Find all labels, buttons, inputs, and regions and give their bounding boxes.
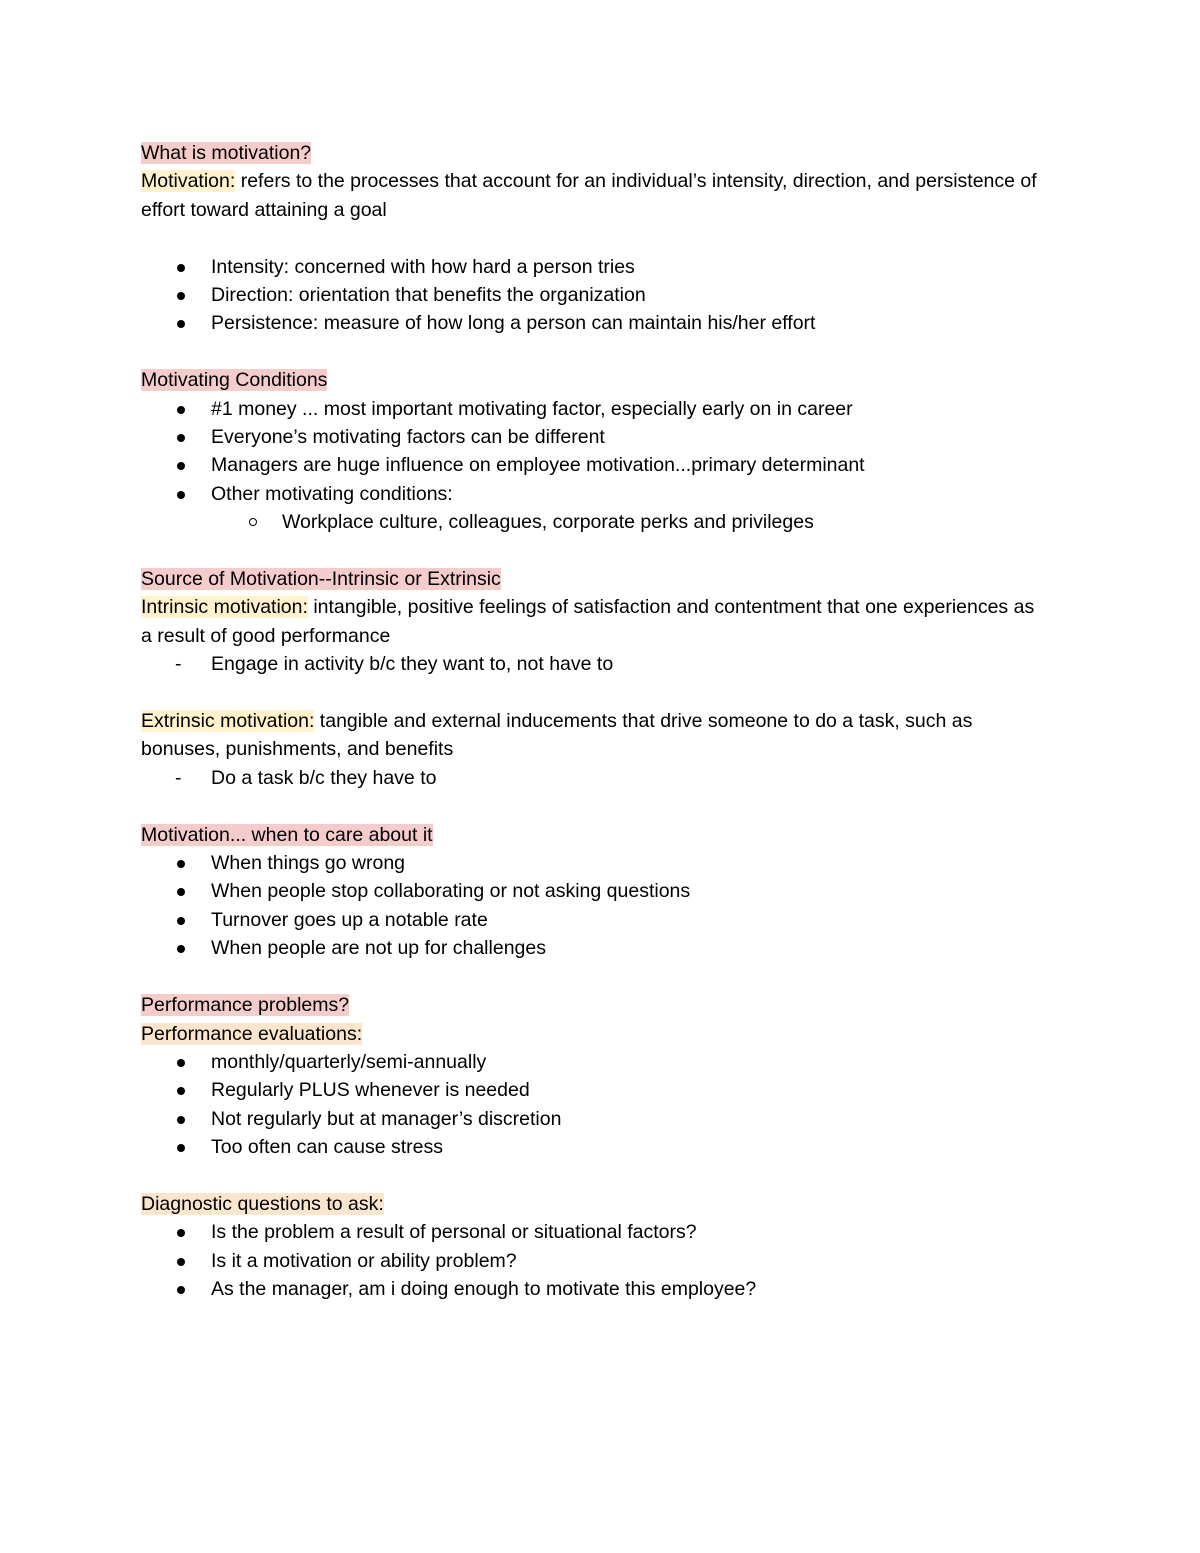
bullet-icon — [177, 434, 185, 442]
bullet-icon — [177, 1286, 185, 1294]
bullet-icon — [177, 491, 185, 499]
sub-list-item: Workplace culture, colleagues, corporate perks and privileges — [141, 508, 1041, 536]
definition-text: intangible, positive feelings of satisfaction and contentment that one experiences as a result of good performance — [141, 596, 1035, 647]
section-heading: Motivation... when to care about it — [141, 823, 433, 846]
list-item: Too often can cause stress — [141, 1133, 1041, 1161]
bullet-icon — [177, 1087, 185, 1095]
list-item: Regularly PLUS whenever is needed — [141, 1076, 1041, 1104]
list-item: #1 money ... most important motivating factor, especially early on in career — [141, 395, 1041, 423]
definition-paragraph — [141, 167, 1041, 224]
bullet-icon — [177, 860, 185, 868]
list-item: Is it a motivation or ability problem? — [141, 1247, 1041, 1275]
bullet-icon — [177, 320, 185, 328]
definition-paragraph — [141, 593, 1041, 650]
definition-text: refers to the processes that account for an individual’s intensity, direction, and persistence of effort toward attaining a goal — [141, 170, 1037, 221]
term-label: Motivation: — [141, 170, 236, 193]
document-page — [141, 139, 1041, 1304]
sub-heading: Performance evaluations: — [141, 1022, 363, 1045]
blank-line — [141, 537, 1041, 565]
list-item: - Engage in activity b/c they want to, not have to — [141, 650, 1041, 678]
definition-paragraph — [141, 707, 1041, 764]
bullet-icon — [177, 406, 185, 414]
list-item: Turnover goes up a notable rate — [141, 906, 1041, 934]
bullet-icon — [177, 888, 185, 896]
list-item: When people are not up for challenges — [141, 934, 1041, 962]
bullet-icon — [177, 1229, 185, 1237]
dash-icon: - — [175, 653, 182, 676]
blank-line — [141, 1162, 1041, 1190]
bullet-icon — [177, 1116, 185, 1124]
bullet-list — [141, 253, 1041, 338]
dash-icon: - — [175, 766, 182, 789]
definition-text: tangible and external inducements that drive someone to do a task, such as bonuses, punishments, and benefits — [141, 710, 973, 761]
bullet-list — [141, 1218, 1041, 1303]
sub-heading: Diagnostic questions to ask: — [141, 1192, 384, 1215]
list-item: Intensity: concerned with how hard a person tries — [141, 253, 1041, 281]
list-item: monthly/quarterly/semi-annually — [141, 1048, 1041, 1076]
bullet-icon — [177, 917, 185, 925]
list-item: Other motivating conditions: — [141, 480, 1041, 508]
list-item: When people stop collaborating or not asking questions — [141, 877, 1041, 905]
bullet-icon — [177, 292, 185, 300]
list-item: Direction: orientation that benefits the organization — [141, 281, 1041, 309]
bullet-icon — [177, 462, 185, 470]
list-item: Everyone’s motivating factors can be different — [141, 423, 1041, 451]
list-item: - Do a task b/c they have to — [141, 764, 1041, 792]
list-item: Is the problem a result of personal or situational factors? — [141, 1218, 1041, 1246]
bullet-list — [141, 395, 1041, 537]
section-heading: Motivating Conditions — [141, 369, 328, 392]
bullet-icon — [177, 1144, 185, 1152]
section-heading: Source of Motivation--Intrinsic or Extrinsic — [141, 568, 501, 591]
blank-line — [141, 338, 1041, 366]
bullet-list — [141, 849, 1041, 963]
blank-line — [141, 224, 1041, 252]
list-item: When things go wrong — [141, 849, 1041, 877]
term-label: Intrinsic motivation: — [141, 596, 308, 619]
dash-list — [141, 764, 1041, 792]
list-item: Managers are huge influence on employee motivation...primary determinant — [141, 451, 1041, 479]
blank-line — [141, 963, 1041, 991]
term-label: Extrinsic motivation: — [141, 710, 315, 733]
bullet-list — [141, 1048, 1041, 1162]
bullet-icon — [177, 1059, 185, 1067]
bullet-icon — [177, 1258, 185, 1266]
blank-line — [141, 679, 1041, 707]
bullet-icon — [177, 264, 185, 272]
bullet-icon — [177, 945, 185, 953]
blank-line — [141, 792, 1041, 820]
section-heading: Performance problems? — [141, 994, 350, 1017]
dash-list — [141, 650, 1041, 678]
section-heading: What is motivation? — [141, 142, 312, 164]
list-item: Not regularly but at manager’s discretion — [141, 1105, 1041, 1133]
hollow-bullet-icon — [249, 518, 257, 526]
list-item: As the manager, am i doing enough to motivate this employee? — [141, 1275, 1041, 1303]
list-item: Persistence: measure of how long a person can maintain his/her effort — [141, 309, 1041, 337]
